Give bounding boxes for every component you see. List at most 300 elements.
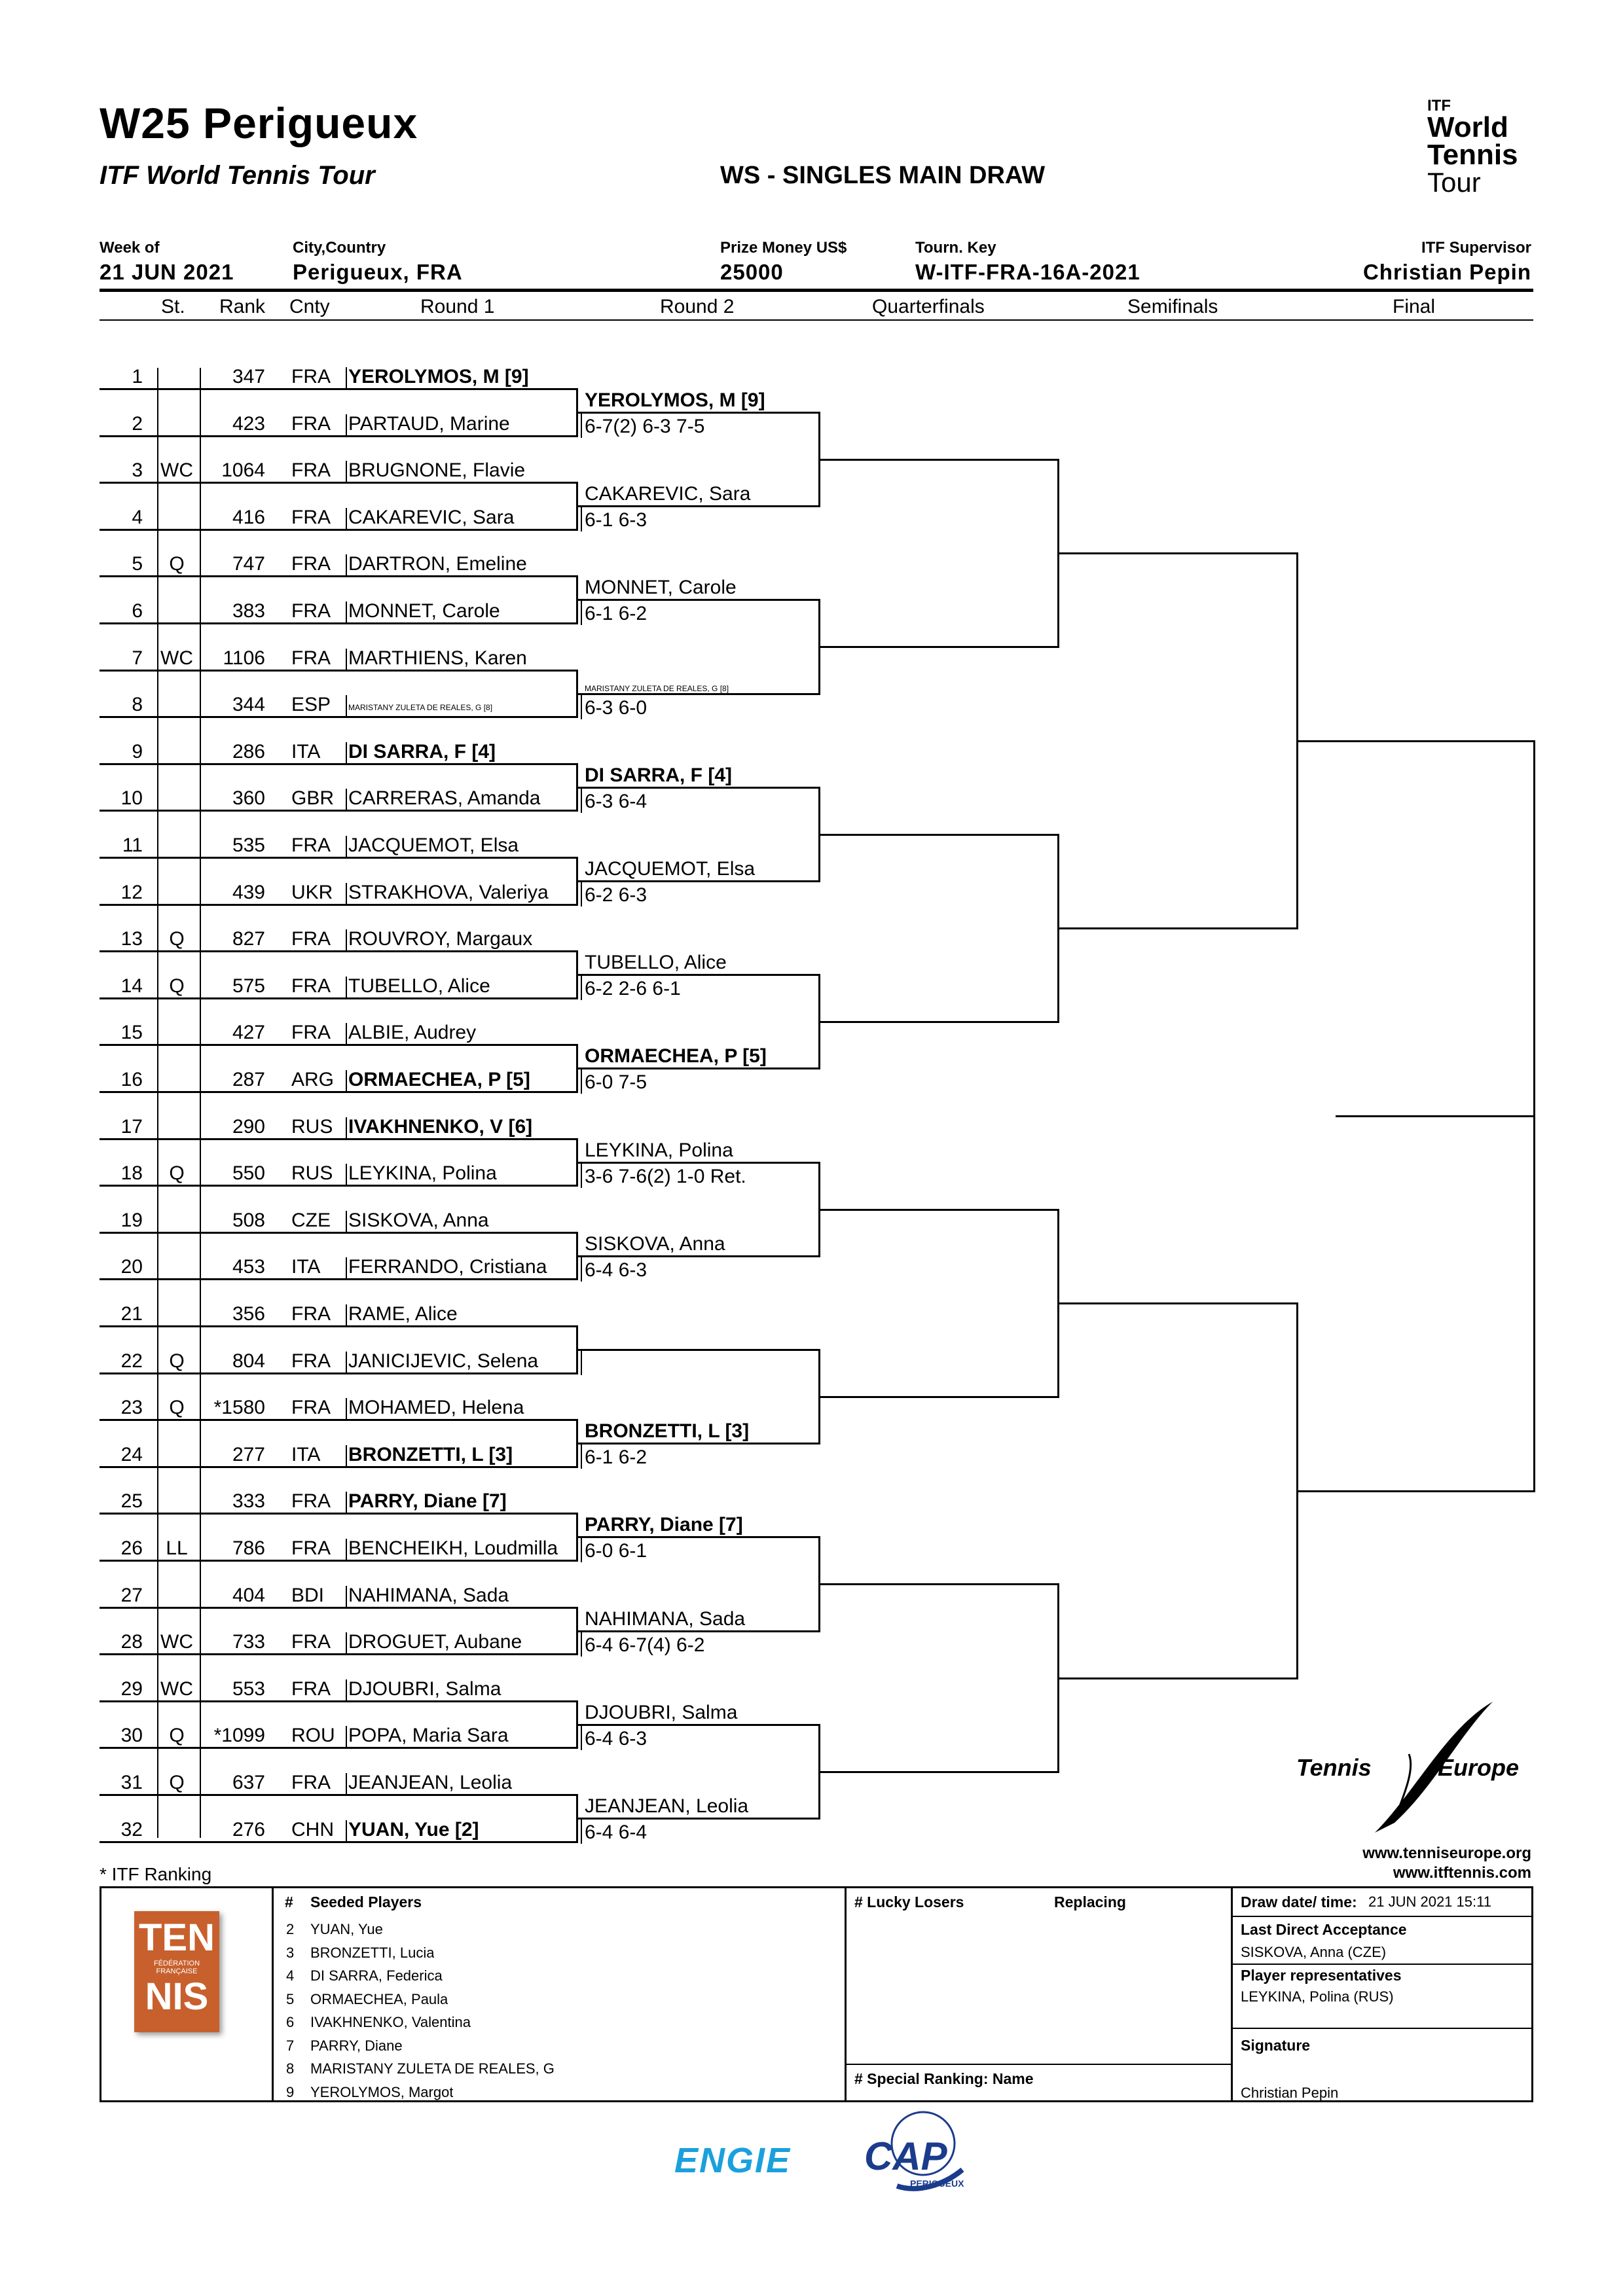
player-line	[100, 482, 576, 484]
fft-tennis-logo	[134, 1911, 219, 2032]
right-divider-1	[1231, 1916, 1533, 1917]
r2-line	[576, 1818, 818, 1820]
itf-logo-line1: World	[1427, 111, 1508, 143]
seeded-header: Seeded Players	[310, 1893, 422, 1910]
r2-winner-name[interactable]: JACQUEMOT, Elsa	[585, 858, 756, 880]
week-value: 21 JUN 2021	[100, 260, 234, 284]
name-separator	[346, 883, 347, 904]
player-country: FRA	[291, 975, 331, 997]
qf-line	[818, 459, 1057, 461]
seed-number: 3	[286, 1944, 295, 1961]
player-country: RUS	[291, 1116, 333, 1138]
player-rank: 333	[232, 1490, 265, 1512]
player-name[interactable]: DROGUET, Aubane	[348, 1631, 522, 1653]
name-separator	[346, 977, 347, 997]
seed-number: 6	[286, 2014, 295, 2030]
replacing-header: Replacing	[1054, 1893, 1126, 1910]
final-line	[1296, 740, 1533, 742]
signature-label: Signature	[1241, 2037, 1311, 2054]
draw-position: 15	[120, 1022, 143, 1043]
player-rank: 575	[232, 975, 265, 997]
player-country: ROU	[291, 1725, 335, 1746]
r2-line	[576, 412, 818, 414]
player-country: FRA	[291, 1772, 331, 1793]
player-country: FRA	[291, 1397, 331, 1418]
columns-rule	[100, 319, 1533, 321]
draw-position: 14	[120, 975, 143, 997]
player-line	[100, 1091, 576, 1093]
r2-winner-name[interactable]: BRONZETTI, L [3]	[585, 1420, 750, 1442]
player-line	[100, 950, 576, 952]
player-name[interactable]: LEYKINA, Polina	[348, 1162, 497, 1184]
player-line	[100, 1607, 576, 1609]
name-separator	[346, 508, 347, 529]
r2-score: 6-2 6-3	[585, 884, 647, 906]
qf-line	[818, 1209, 1057, 1211]
seed-player-name: YUAN, Yue	[310, 1921, 383, 1937]
lucky-losers-header: # Lucky Losers	[854, 1893, 964, 1910]
qf-line	[818, 1021, 1057, 1023]
final-line	[1296, 1490, 1533, 1492]
qf-line	[818, 1771, 1057, 1773]
player-line	[100, 388, 576, 390]
player-country: FRA	[291, 366, 331, 387]
qf-line	[818, 834, 1057, 836]
seed-player-name: IVAKHNENKO, Valentina	[310, 2014, 471, 2030]
col-st: St.	[161, 296, 185, 317]
engie-logo: ENGIE	[674, 2141, 792, 2180]
player-country: ITA	[291, 1256, 321, 1278]
player-country: FRA	[291, 1350, 331, 1372]
entry-status: Q	[169, 928, 185, 950]
draw-position: 3	[132, 459, 143, 481]
r2-winner-name[interactable]: ORMAECHEA, P [5]	[585, 1045, 767, 1067]
seed-number: 7	[286, 2037, 295, 2054]
draw-position: 8	[132, 694, 143, 715]
footer-divider-2	[845, 1886, 847, 2102]
player-line	[100, 997, 576, 999]
player-name[interactable]: POPA, Maria Sara	[348, 1725, 509, 1746]
player-country: UKR	[291, 882, 333, 903]
r2-winner-name[interactable]: JEANJEAN, Leolia	[585, 1795, 749, 1817]
player-country: ITA	[291, 1444, 321, 1465]
player-name[interactable]: DARTRON, Emeline	[348, 553, 527, 575]
name-separator	[346, 1117, 347, 1138]
name-separator	[346, 601, 347, 622]
player-name[interactable]: SISKOVA, Anna	[348, 1210, 489, 1231]
player-line	[100, 1747, 576, 1749]
player-country: FRA	[291, 1490, 331, 1512]
itf-logo-top: ITF	[1427, 97, 1451, 115]
r2-line	[576, 599, 818, 601]
player-line	[100, 529, 576, 531]
r2-score-marker	[581, 693, 582, 719]
player-rank: 535	[232, 834, 265, 856]
player-name[interactable]: MARISTANY ZULETA DE REALES, G [8]	[348, 703, 493, 712]
player-name[interactable]: IVAKHNENKO, V [6]	[348, 1116, 533, 1138]
r2-line	[576, 974, 818, 976]
cap-perigueux-logo	[858, 2108, 969, 2199]
r2-score-marker	[581, 1536, 582, 1562]
col-quarterfinals: Quarterfinals	[872, 296, 985, 317]
r2-winner-name[interactable]: MONNET, Carole	[585, 577, 737, 598]
name-separator	[346, 1492, 347, 1513]
champion-line	[1336, 1115, 1533, 1117]
name-separator	[346, 1304, 347, 1325]
qf-line	[818, 646, 1057, 648]
player-rank: 404	[232, 1585, 265, 1606]
name-separator	[346, 1352, 347, 1372]
entry-status: LL	[166, 1537, 188, 1559]
player-rank: 453	[232, 1256, 265, 1278]
special-ranking-header: # Special Ranking: Name	[854, 2070, 1034, 2087]
prize-label: Prize Money US$	[720, 239, 847, 257]
r2-score-marker	[581, 1162, 582, 1188]
player-line	[100, 857, 576, 859]
r2-score: 6-2 2-6 6-1	[585, 978, 681, 999]
player-rank: 1064	[221, 459, 265, 481]
player-country: GBR	[291, 787, 335, 809]
r2-score: 6-4 6-7(4) 6-2	[585, 1634, 705, 1656]
entry-status: Q	[169, 1772, 185, 1793]
seed-number: 8	[286, 2060, 295, 2077]
name-separator	[346, 1773, 347, 1794]
player-name[interactable]: CARRERAS, Amanda	[348, 787, 541, 809]
player-line	[100, 1185, 576, 1187]
player-rank: 347	[232, 366, 265, 387]
name-separator	[346, 1257, 347, 1278]
player-country: RUS	[291, 1162, 333, 1184]
name-separator	[346, 1820, 347, 1841]
col-round2: Round 2	[660, 296, 735, 317]
r2-score: 6-4 6-3	[585, 1728, 647, 1749]
week-label: Week of	[100, 239, 160, 257]
draw-date-label: Draw date/ time:	[1241, 1893, 1357, 1910]
name-separator	[346, 554, 347, 575]
r2-score: 6-1 6-2	[585, 1446, 647, 1468]
player-country: FRA	[291, 1631, 331, 1653]
player-line	[100, 622, 576, 624]
url-itftennis[interactable]: www.itftennis.com	[1393, 1864, 1531, 1882]
draw-position: 4	[132, 507, 143, 528]
player-country: ESP	[291, 694, 331, 715]
fft-logo-sub1: FÉDÉRATION	[153, 1960, 200, 1967]
r2-line	[576, 1536, 818, 1538]
player-name[interactable]: DI SARRA, F [4]	[348, 741, 496, 762]
col-final: Final	[1393, 296, 1436, 317]
player-name[interactable]: ALBIE, Audrey	[348, 1022, 477, 1043]
draw-position: 21	[120, 1303, 143, 1325]
tourn-key-value: W-ITF-FRA-16A-2021	[915, 260, 1140, 284]
player-line	[100, 1232, 576, 1234]
player-line	[100, 435, 576, 437]
player-name[interactable]: PARRY, Diane [7]	[348, 1490, 507, 1512]
player-country: FRA	[291, 928, 331, 950]
sf-line	[1057, 927, 1296, 929]
tour-name: ITF World Tennis Tour	[100, 161, 375, 190]
draw-position: 31	[120, 1772, 143, 1793]
draw-position: 25	[120, 1490, 143, 1512]
player-name[interactable]: DJOUBRI, Salma	[348, 1678, 501, 1700]
seed-number: 9	[286, 2083, 295, 2100]
r2-line	[576, 1630, 818, 1632]
entry-status: WC	[160, 459, 193, 481]
name-separator	[346, 649, 347, 670]
player-country: FRA	[291, 413, 331, 435]
player-reps-label: Player representatives	[1241, 1967, 1402, 1984]
player-country: FRA	[291, 507, 331, 528]
player-name[interactable]: JEANJEAN, Leolia	[348, 1772, 513, 1793]
r2-score-marker	[581, 1255, 582, 1282]
fft-logo-line1: TEN	[139, 1916, 215, 1959]
player-rank: *1099	[213, 1725, 265, 1746]
player-name[interactable]: PARTAUD, Marine	[348, 413, 510, 435]
r2-winner-name[interactable]: SISKOVA, Anna	[585, 1233, 725, 1255]
r2-score: 6-7(2) 6-3 7-5	[585, 416, 705, 437]
draw-position: 32	[120, 1819, 143, 1840]
player-line	[100, 716, 576, 718]
player-rank: 290	[232, 1116, 265, 1138]
fft-logo-line2: NIS	[145, 1975, 209, 2018]
r2-winner-name[interactable]: DI SARRA, F [4]	[585, 764, 732, 786]
player-name[interactable]: BENCHEIKH, Loudmilla	[348, 1537, 558, 1559]
r2-score: 3-6 7-6(2) 1-0 Ret.	[585, 1166, 746, 1187]
player-line	[100, 1560, 576, 1562]
player-line	[100, 1044, 576, 1046]
player-name[interactable]: JANICIJEVIC, Selena	[348, 1350, 539, 1372]
player-rank: 356	[232, 1303, 265, 1325]
right-divider-2	[1231, 1964, 1533, 1965]
player-rank: 550	[232, 1162, 265, 1184]
player-reps-value: LEYKINA, Polina (RUS)	[1241, 1988, 1394, 2005]
player-line	[100, 763, 576, 765]
player-name[interactable]: RAME, Alice	[348, 1303, 458, 1325]
player-line	[100, 575, 576, 577]
player-name[interactable]: BRUGNONE, Flavie	[348, 459, 526, 481]
entry-status: Q	[169, 1162, 185, 1184]
name-separator	[346, 367, 347, 388]
col-semifinals: Semifinals	[1127, 296, 1218, 317]
player-name[interactable]: BRONZETTI, L [3]	[348, 1444, 513, 1465]
r2-line	[576, 693, 818, 695]
name-separator	[346, 1398, 347, 1419]
draw-position: 27	[120, 1585, 143, 1606]
name-separator	[346, 789, 347, 810]
player-rank: 277	[232, 1444, 265, 1465]
player-rank: 427	[232, 1022, 265, 1043]
special-divider	[845, 2064, 1231, 2065]
name-separator	[346, 1445, 347, 1466]
r2-score-marker	[581, 1818, 582, 1844]
player-rank: 553	[232, 1678, 265, 1700]
draw-position: 19	[120, 1210, 143, 1231]
tourn-key-label: Tourn. Key	[915, 239, 996, 257]
r2-line	[576, 787, 818, 789]
r2-line	[576, 1443, 818, 1444]
player-rank: *1580	[213, 1397, 265, 1418]
r2-line	[576, 505, 818, 507]
name-separator	[346, 695, 347, 716]
signature-value: Christian Pepin	[1241, 2085, 1339, 2101]
player-name[interactable]: YUAN, Yue [2]	[348, 1819, 479, 1840]
player-name[interactable]: NAHIMANA, Sada	[348, 1585, 509, 1606]
supervisor-value: Christian Pepin	[1362, 260, 1531, 284]
player-country: FRA	[291, 600, 331, 622]
player-name[interactable]: MOHAMED, Helena	[348, 1397, 524, 1418]
city-value: Perigueux, FRA	[293, 260, 463, 284]
name-separator	[346, 461, 347, 482]
r2-score-marker	[581, 412, 582, 438]
r2-line	[576, 1724, 818, 1726]
player-rank: 383	[232, 600, 265, 622]
draw-position: 20	[120, 1256, 143, 1278]
draw-position: 26	[120, 1537, 143, 1559]
r2-score-marker	[581, 1443, 582, 1469]
tennis-europe-left: Tennis	[1296, 1754, 1372, 1781]
st-column-left-line	[157, 368, 158, 1838]
qf-line	[818, 1396, 1057, 1398]
name-separator	[346, 929, 347, 950]
draw-position: 13	[120, 928, 143, 950]
player-country: FRA	[291, 1022, 331, 1043]
player-rank: 360	[232, 787, 265, 809]
cap-logo-sub: PERIGUEUX	[910, 2178, 964, 2189]
name-separator	[346, 1586, 347, 1607]
name-separator	[346, 836, 347, 857]
draw-position: 11	[122, 834, 143, 856]
draw-position: 23	[120, 1397, 143, 1418]
sf-line	[1057, 1677, 1296, 1679]
r2-score-marker	[581, 880, 582, 906]
r2-winner-name[interactable]: TUBELLO, Alice	[585, 952, 727, 973]
itf-logo-line2: Tennis	[1427, 139, 1518, 171]
draw-position: 30	[120, 1725, 143, 1746]
player-name[interactable]: ROUVROY, Margaux	[348, 928, 533, 950]
player-country: CZE	[291, 1210, 331, 1231]
player-line	[100, 1419, 576, 1421]
prize-value: 25000	[720, 260, 784, 284]
player-name[interactable]: JACQUEMOT, Elsa	[348, 834, 519, 856]
player-name[interactable]: MONNET, Carole	[348, 600, 500, 622]
draw-position: 7	[132, 647, 143, 669]
r2-winner-name[interactable]: YEROLYMOS, M [9]	[585, 389, 765, 411]
r2-winner-name[interactable]: CAKAREVIC, Sara	[585, 483, 751, 505]
r2-line	[576, 1067, 818, 1069]
player-line	[100, 1325, 576, 1327]
col-cnty: Cnty	[289, 296, 330, 317]
player-line	[100, 1466, 576, 1468]
r2-winner-name[interactable]: DJOUBRI, Salma	[585, 1702, 738, 1723]
player-name[interactable]: ORMAECHEA, P [5]	[348, 1069, 530, 1090]
r2-winner-name[interactable]: PARRY, Diane [7]	[585, 1514, 743, 1535]
r2-score-marker	[581, 1724, 582, 1750]
player-country: CHN	[291, 1819, 334, 1840]
draw-position: 5	[132, 553, 143, 575]
player-rank: 747	[232, 553, 265, 575]
entry-status: WC	[160, 1631, 193, 1653]
r2-line	[576, 1162, 818, 1164]
player-line	[100, 904, 576, 906]
draw-position: 18	[120, 1162, 143, 1184]
last-direct-acceptance-value: SISKOVA, Anna (CZE)	[1241, 1944, 1387, 1960]
draw-position: 22	[120, 1350, 143, 1372]
name-separator	[346, 1211, 347, 1232]
draw-position: 29	[120, 1678, 143, 1700]
r2-score: 6-0 6-1	[585, 1540, 647, 1562]
entry-status: Q	[169, 1725, 185, 1746]
player-country: FRA	[291, 1678, 331, 1700]
seed-player-name: ORMAECHEA, Paula	[310, 1990, 448, 2007]
r2-score: 6-1 6-3	[585, 509, 647, 531]
r2-score-marker	[581, 1067, 582, 1094]
tennis-europe-right: Europe	[1438, 1754, 1520, 1781]
draw-position: 9	[132, 741, 143, 762]
entry-status: Q	[169, 553, 185, 575]
draw-position: 17	[120, 1116, 143, 1138]
player-country: FRA	[291, 1303, 331, 1325]
r2-score: 6-1 6-2	[585, 603, 647, 624]
player-line	[100, 810, 576, 812]
qf-line	[818, 1583, 1057, 1585]
r2-winner-name[interactable]: NAHIMANA, Sada	[585, 1608, 746, 1630]
url-tenniseurope[interactable]: www.tenniseurope.org	[1362, 1844, 1531, 1862]
player-name[interactable]: MARTHIENS, Karen	[348, 647, 527, 669]
r2-score-marker	[581, 599, 582, 625]
r2-winner-name[interactable]: LEYKINA, Polina	[585, 1139, 733, 1161]
player-rank: 287	[232, 1069, 265, 1090]
draw-position: 1	[132, 366, 143, 387]
player-line	[100, 1278, 576, 1280]
header-rule	[100, 289, 1533, 292]
r2-score: 6-3 6-4	[585, 791, 647, 812]
player-rank: 416	[232, 507, 265, 528]
seed-player-name: BRONZETTI, Lucia	[310, 1944, 435, 1961]
name-separator	[346, 1679, 347, 1700]
right-divider-3	[1231, 2028, 1533, 2029]
player-country: BDI	[291, 1585, 325, 1606]
draw-date-value: 21 JUN 2021 15:11	[1368, 1893, 1491, 1910]
seed-number: 4	[286, 1967, 295, 1984]
player-name[interactable]: TUBELLO, Alice	[348, 975, 490, 997]
name-separator	[346, 1726, 347, 1747]
r2-line	[576, 1255, 818, 1257]
player-line	[100, 1513, 576, 1515]
seed-player-name: DI SARRA, Federica	[310, 1967, 443, 1984]
player-line	[100, 1138, 576, 1140]
player-rank: 637	[232, 1772, 265, 1793]
player-name[interactable]: YEROLYMOS, M [9]	[348, 366, 529, 387]
player-name[interactable]: FERRANDO, Cristiana	[348, 1256, 547, 1278]
cap-logo-text: CAP	[864, 2134, 947, 2178]
seed-number: 2	[286, 1921, 295, 1937]
player-country: ITA	[291, 741, 321, 762]
r2-winner-name[interactable]: MARISTANY ZULETA DE REALES, G [8]	[585, 684, 729, 693]
player-country: FRA	[291, 647, 331, 669]
r2-score: 6-0 7-5	[585, 1071, 647, 1093]
footer-divider-3	[1231, 1886, 1233, 2102]
r2-line	[576, 1349, 818, 1351]
player-line	[100, 1700, 576, 1702]
entry-status: Q	[169, 1350, 185, 1372]
col-round1: Round 1	[420, 296, 495, 317]
player-name[interactable]: STRAKHOVA, Valeriya	[348, 882, 549, 903]
name-separator	[346, 414, 347, 435]
draw-position: 16	[120, 1069, 143, 1090]
player-name[interactable]: CAKAREVIC, Sara	[348, 507, 515, 528]
sf-line	[1057, 1302, 1296, 1304]
name-separator	[346, 1070, 347, 1091]
name-separator	[346, 1023, 347, 1044]
